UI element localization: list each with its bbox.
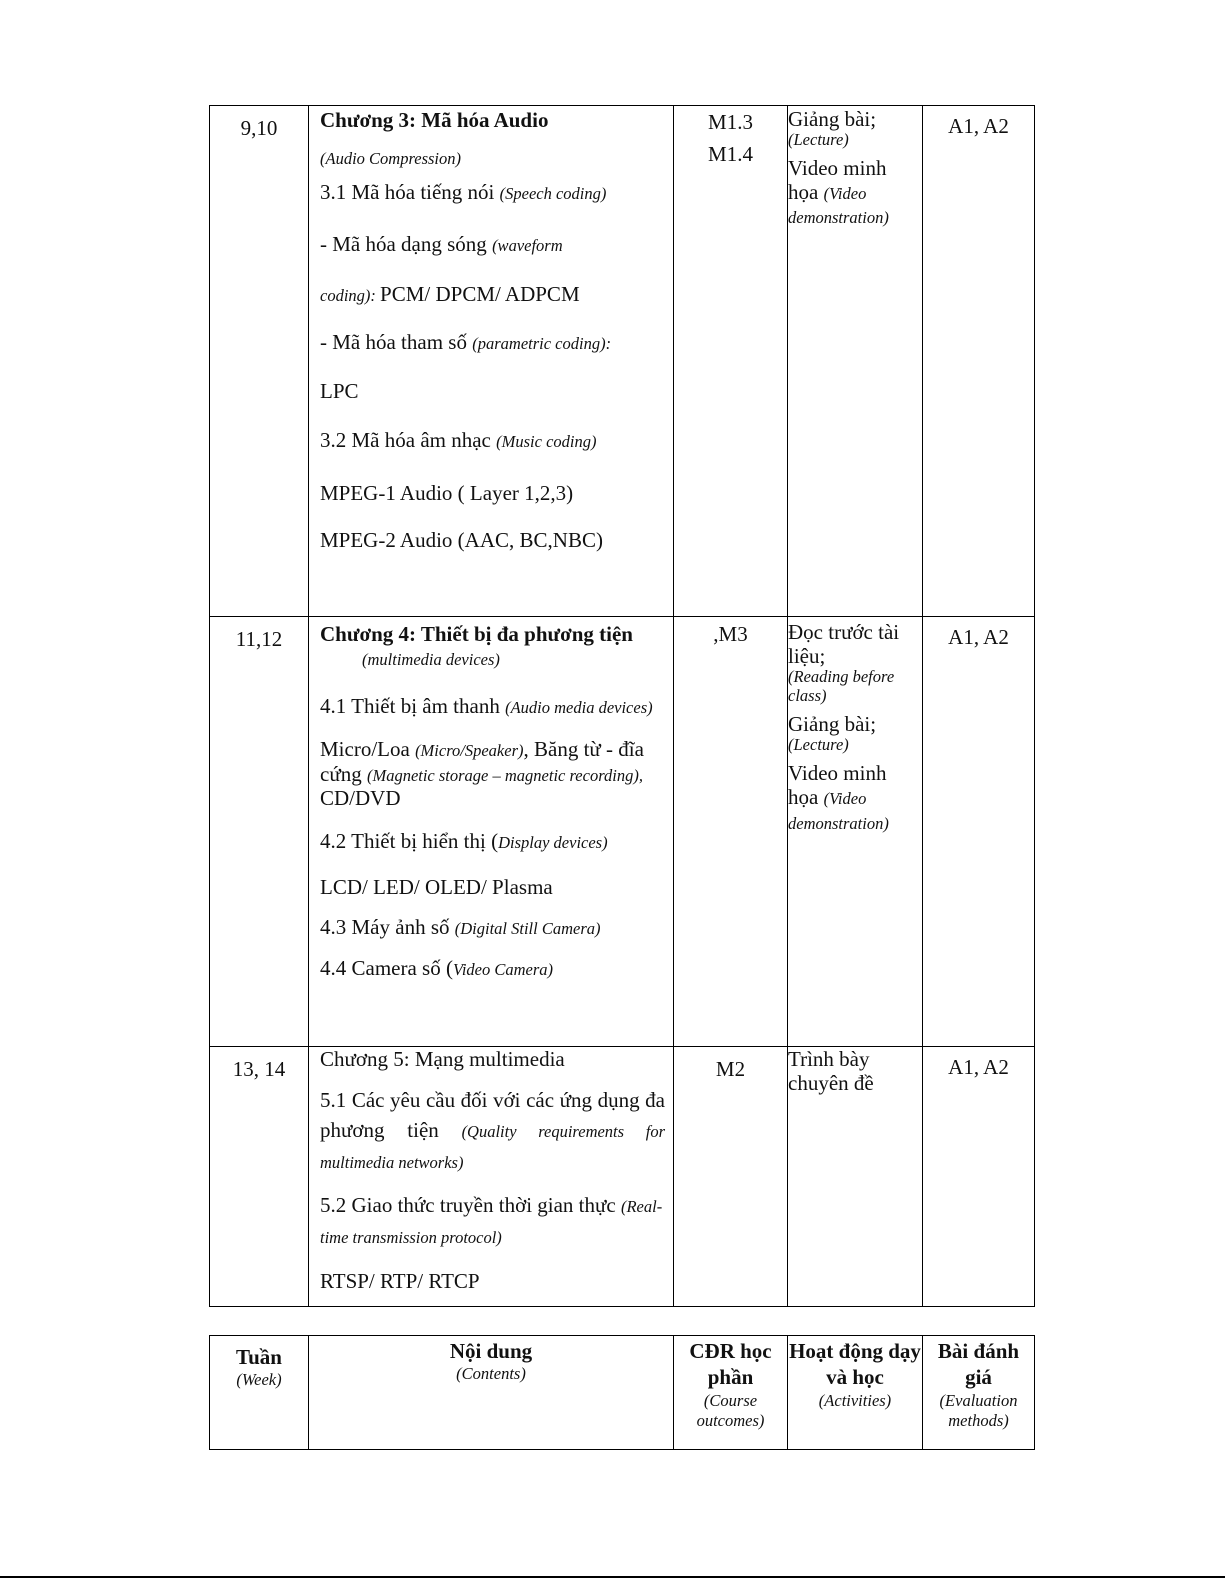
chapter-title-en: (Audio Compression)	[320, 149, 462, 168]
chapter-title-en: (multimedia devices)	[362, 650, 500, 669]
section-requirements: 5.1 Các yêu cầu đối với các ứng dụng đa phương tiện (Quality requirements for multimedia networks)	[320, 1088, 665, 1172]
parametric-list: LPC	[320, 379, 359, 403]
contents-cell	[309, 1047, 674, 1307]
evaluation-cell	[923, 106, 1035, 617]
table-row-week-9-10	[210, 106, 1035, 617]
header-week: Tuần (Week)	[210, 1336, 309, 1450]
section-digital-camera: 4.3 Máy ảnh số (Digital Still Camera)	[320, 915, 601, 940]
activity-lecture-en: (Lecture)	[788, 130, 849, 150]
outcome-code: M1.3	[708, 110, 753, 134]
header-activities: Hoạt động dạy và học (Activities)	[788, 1336, 923, 1450]
contents-cell	[309, 106, 674, 617]
activity-reading: Đọc trước tài liệu;	[788, 620, 900, 669]
outcome-cell	[674, 1047, 788, 1307]
activity-lecture: Giảng bài;	[788, 107, 877, 131]
header-contents: Nội dung (Contents)	[309, 1336, 674, 1450]
activity-reading-en: (Reading before class)	[788, 667, 895, 706]
header-evaluation: Bài đánh giá (Evaluation methods)	[923, 1336, 1035, 1450]
section-music-coding: 3.2 Mã hóa âm nhạc (Music coding)	[320, 428, 597, 452]
chapter-title: Chương 3: Mã hóa Audio	[320, 108, 549, 132]
syllabus-table	[209, 105, 1035, 1307]
table-row-week-13-14	[210, 1047, 1035, 1307]
mpeg1-audio: MPEG-1 Audio ( Layer 1,2,3)	[320, 481, 574, 505]
activity-presentation: Trình bày chuyên đề	[788, 1047, 874, 1096]
outcome-cell	[674, 106, 788, 617]
activity-lecture: Giảng bài;	[788, 712, 877, 737]
evaluation-cell	[923, 1047, 1035, 1307]
activities-cell	[788, 1047, 923, 1307]
audio-devices-list: Micro/Loa (Micro/Speaker), Băng từ - đĩa cứng (Magnetic storage – magnetic recording), CD/DVD	[320, 736, 644, 811]
evaluation-cell	[923, 617, 1035, 1047]
section-realtime-protocol: 5.2 Giao thức truyền thời gian thực (Real-time transmission protocol)	[320, 1193, 663, 1247]
evaluation-methods: A1, A2	[948, 114, 1009, 138]
outcome-cell	[674, 617, 788, 1047]
outcome-code: ,M3	[713, 622, 748, 646]
chapter-title: Chương 5: Mạng multimedia	[320, 1047, 565, 1071]
week-number: 9,10	[240, 116, 278, 140]
waveform-list: coding): PCM/ DPCM/ ADPCM	[320, 282, 580, 306]
evaluation-methods: A1, A2	[948, 1055, 1009, 1079]
outcome-code: M1.4	[708, 141, 753, 166]
header-row	[210, 1336, 1035, 1450]
section-display-devices: 4.2 Thiết bị hiển thị (Display devices)	[320, 829, 608, 854]
week-number: 13, 14	[232, 1057, 286, 1081]
table-header	[209, 1335, 1035, 1450]
activity-lecture-en: (Lecture)	[788, 735, 849, 755]
page-bottom-rule	[0, 1576, 1225, 1578]
section-speech-coding: 3.1 Mã hóa tiếng nói (Speech coding)	[320, 180, 607, 204]
contents-cell	[309, 617, 674, 1047]
week-cell	[210, 617, 309, 1047]
protocol-list: RTSP/ RTP/ RTCP	[320, 1269, 480, 1294]
table-row-week-11-12	[210, 617, 1035, 1047]
display-devices-list: LCD/ LED/ OLED/ Plasma	[320, 875, 553, 900]
section-audio-devices: 4.1 Thiết bị âm thanh (Audio media devices)	[320, 694, 653, 718]
evaluation-methods: A1, A2	[948, 625, 1009, 649]
activities-cell	[788, 106, 923, 617]
week-cell	[210, 1047, 309, 1307]
section-parametric-coding: - Mã hóa tham số (parametric coding):	[320, 330, 612, 354]
activity-video: Video minh họa (Video demonstration)	[788, 156, 889, 228]
outcome-code: M2	[715, 1057, 746, 1081]
week-number: 11,12	[235, 627, 283, 651]
activity-video: Video minh họa (Video demonstration)	[788, 761, 889, 833]
section-waveform-coding: - Mã hóa dạng sóng (waveform	[320, 232, 563, 256]
chapter-title: Chương 4: Thiết bị đa phương tiện	[320, 622, 633, 646]
week-cell	[210, 106, 309, 617]
header-outcomes: CĐR học phần (Course outcomes)	[674, 1336, 788, 1450]
activities-cell	[788, 617, 923, 1047]
mpeg2-audio: MPEG-2 Audio (AAC, BC,NBC)	[320, 528, 603, 552]
section-video-camera: 4.4 Camera số (Video Camera)	[320, 956, 554, 981]
